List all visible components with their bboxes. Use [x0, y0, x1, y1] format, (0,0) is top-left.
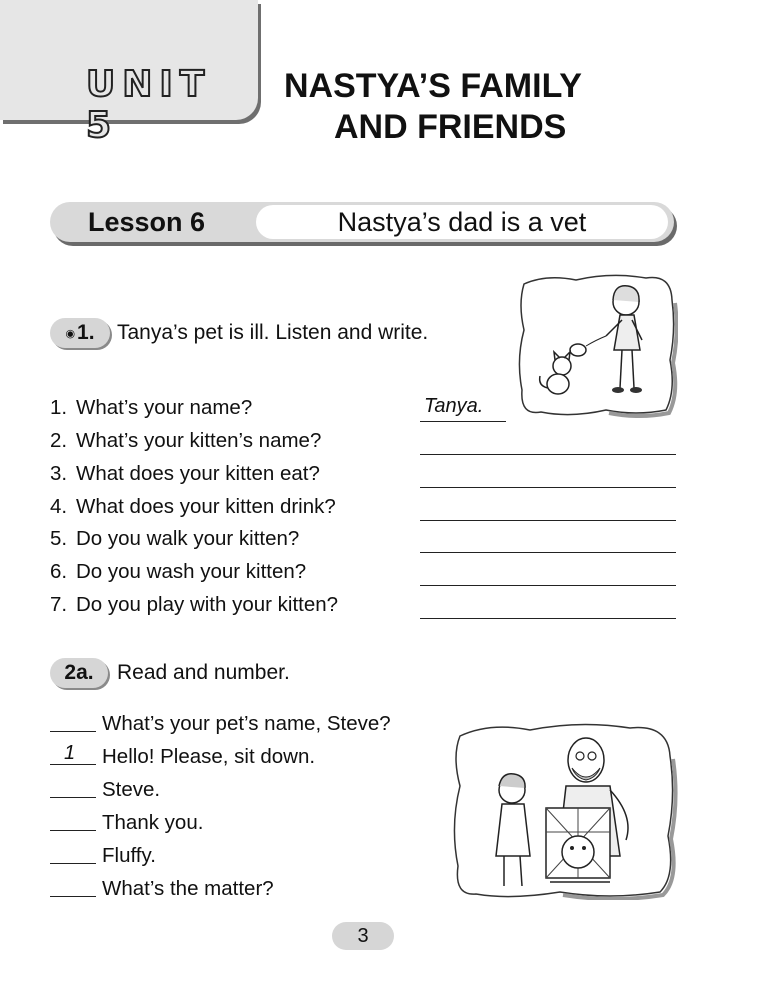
lesson-number: Lesson 6: [88, 207, 206, 237]
vet-with-boy-and-cat-icon: [450, 716, 680, 900]
answer-line-6[interactable]: [420, 559, 676, 586]
question-text: Do you play with your kitten?: [76, 593, 339, 616]
dialogue-text: Hello! Please, sit down.: [102, 745, 316, 768]
question-5: [50, 526, 299, 552]
question-number: 3.: [50, 462, 68, 485]
page-number: 3: [332, 922, 394, 950]
dialogue-line-6: [50, 872, 274, 902]
exercise-2a-badge: 2a.: [50, 658, 108, 688]
question-text: What’s your name?: [76, 396, 253, 419]
question-number: 2.: [50, 429, 68, 452]
dialogue-text: Steve.: [102, 778, 161, 801]
number-blank-5[interactable]: [50, 839, 96, 864]
dialogue-text: What’s your pet’s name, Steve?: [102, 712, 391, 735]
unit-label: UNIT 5: [86, 64, 212, 146]
answer-line-5[interactable]: [420, 526, 676, 553]
unit-title-line2: AND FRIENDS: [334, 108, 567, 146]
question-text: What does your kitten eat?: [76, 462, 320, 485]
question-text: Do you wash your kitten?: [76, 560, 307, 583]
answer-text-1: Tanya.: [424, 395, 484, 417]
dialogue-line-3: [50, 773, 160, 803]
question-6: [50, 559, 306, 585]
question-2: [50, 428, 321, 454]
number-fill: 1: [64, 742, 76, 764]
unit-title: [284, 66, 644, 148]
question-number: 6.: [50, 560, 68, 583]
exercise-1-instruction: Tanya’s pet is ill. Listen and write.: [117, 321, 429, 344]
question-3: [50, 461, 320, 487]
exercise-2a-instruction: Read and number.: [117, 661, 290, 684]
question-number: 5.: [50, 527, 68, 550]
dialogue-text: What’s the matter?: [102, 877, 274, 900]
girl-with-kitten-icon: [516, 270, 678, 418]
question-number: 7.: [50, 593, 68, 616]
answer-line-4[interactable]: [420, 494, 676, 521]
unit-tab: [0, 0, 258, 146]
question-number: 4.: [50, 495, 68, 518]
dialogue-line-4: [50, 806, 203, 836]
exercise-1-badge: ◉1.: [50, 318, 110, 348]
number-blank-3[interactable]: [50, 773, 96, 798]
question-text: What’s your kitten’s name?: [76, 429, 322, 452]
question-7: [50, 592, 338, 618]
number-blank-1[interactable]: [50, 707, 96, 732]
question-number: 1.: [50, 396, 68, 419]
cassette-icon: ◉: [65, 328, 76, 340]
dialogue-text: Fluffy.: [102, 844, 156, 867]
unit-title-line1: NASTYA’S FAMILY: [284, 67, 582, 105]
dialogue-line-1: [50, 707, 391, 737]
lesson-topic: Nastya’s dad is a vet: [337, 207, 587, 237]
dialogue-line-5: [50, 839, 156, 869]
answer-line-7[interactable]: [420, 592, 676, 619]
dialogue-text: Thank you.: [102, 811, 204, 834]
question-text: Do you walk your kitten?: [76, 527, 300, 550]
answer-line-2[interactable]: [420, 428, 676, 455]
question-text: What does your kitten drink?: [76, 495, 336, 518]
answer-line-3[interactable]: [420, 461, 676, 488]
number-blank-2[interactable]: [50, 740, 96, 765]
number-blank-4[interactable]: [50, 806, 96, 831]
question-4: [50, 494, 336, 520]
lesson-bar: [50, 202, 674, 242]
question-1: [50, 395, 252, 421]
number-blank-6[interactable]: [50, 872, 96, 897]
dialogue-line-2: [50, 740, 315, 770]
